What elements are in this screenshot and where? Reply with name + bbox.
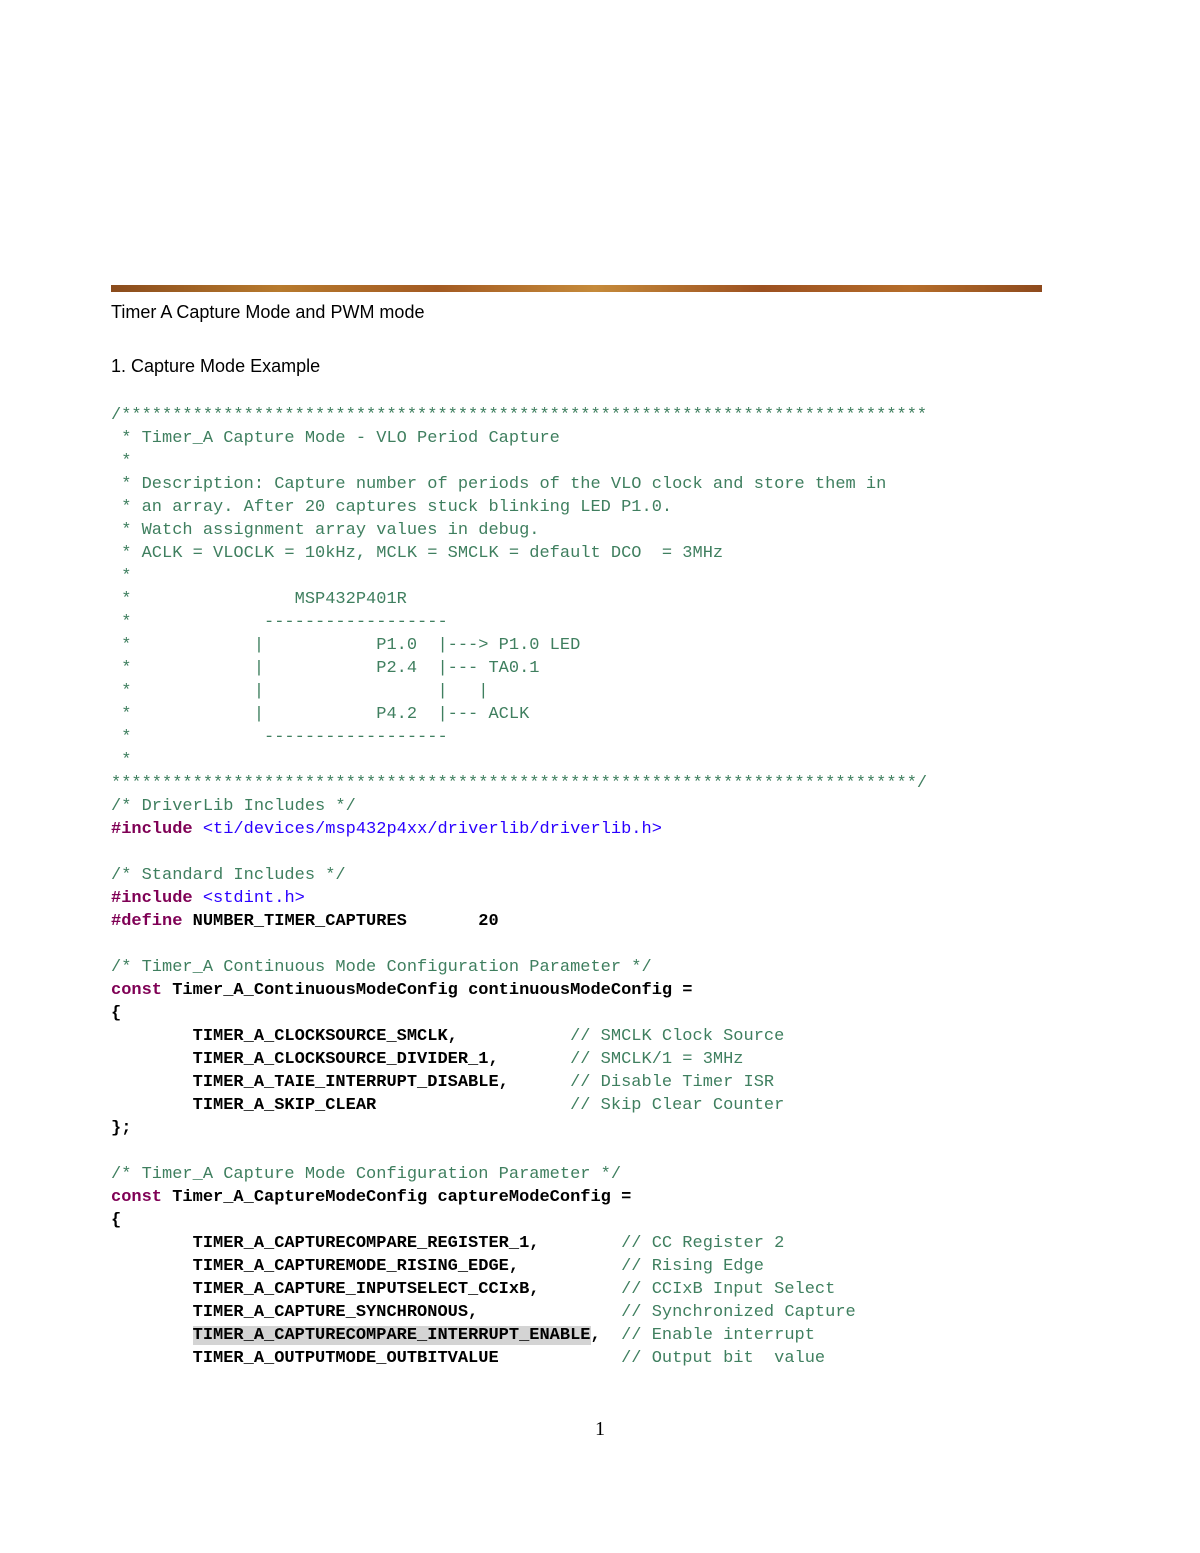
code-line: * ------------------ bbox=[111, 613, 448, 632]
code-line: TIMER_A_CLOCKSOURCE_DIVIDER_1, // SMCLK/1 = 3MHz bbox=[111, 1050, 744, 1069]
code-line: * an array. After 20 captures stuck blinking LED P1.0. bbox=[111, 498, 673, 517]
code-line: TIMER_A_CAPTURE_INPUTSELECT_CCIxB, // CCIxB Input Select bbox=[111, 1280, 836, 1299]
code-line: * Description: Capture number of periods of the VLO clock and store them in bbox=[111, 475, 887, 494]
code-listing bbox=[111, 404, 927, 1370]
code-line: #define NUMBER_TIMER_CAPTURES 20 bbox=[111, 912, 499, 931]
code-line: TIMER_A_SKIP_CLEAR // Skip Clear Counter bbox=[111, 1096, 785, 1115]
code-line: * bbox=[111, 452, 132, 471]
code-line: *******************************************************************************/ bbox=[111, 774, 928, 793]
code-line: * bbox=[111, 567, 132, 586]
code-line: TIMER_A_OUTPUTMODE_OUTBITVALUE // Output bit value bbox=[111, 1349, 826, 1368]
code-line: /* Timer_A Continuous Mode Configuration Parameter */ bbox=[111, 958, 652, 977]
code-line: }; bbox=[111, 1119, 132, 1138]
code-line: #include <ti/devices/msp432p4xx/driverlib/driverlib.h> bbox=[111, 820, 662, 839]
code-line: #include <stdint.h> bbox=[111, 889, 305, 908]
code-line: * | P4.2 |--- ACLK bbox=[111, 705, 530, 724]
code-line: * bbox=[111, 751, 132, 770]
code-line: const Timer_A_ContinuousModeConfig continuousModeConfig = bbox=[111, 981, 693, 1000]
page-number: 1 bbox=[595, 1418, 605, 1440]
code-line: * ACLK = VLOCLK = 10kHz, MCLK = SMCLK = default DCO = 3MHz bbox=[111, 544, 724, 563]
code-line: /* DriverLib Includes */ bbox=[111, 797, 356, 816]
code-line: * | P2.4 |--- TA0.1 bbox=[111, 659, 540, 678]
code-line: * MSP432P401R bbox=[111, 590, 407, 609]
code-line: TIMER_A_CAPTUREMODE_RISING_EDGE, // Rising Edge bbox=[111, 1257, 764, 1276]
code-line: TIMER_A_TAIE_INTERRUPT_DISABLE, // Disable Timer ISR bbox=[111, 1073, 775, 1092]
code-line: TIMER_A_CAPTURECOMPARE_REGISTER_1, // CC Register 2 bbox=[111, 1234, 785, 1253]
code-line: /* Standard Includes */ bbox=[111, 866, 346, 885]
code-line: * Watch assignment array values in debug. bbox=[111, 521, 540, 540]
document-title: Timer A Capture Mode and PWM mode bbox=[111, 302, 425, 322]
code-line: TIMER_A_CAPTURECOMPARE_INTERRUPT_ENABLE, // Enable interrupt bbox=[192, 1326, 815, 1345]
code-line: TIMER_A_CLOCKSOURCE_SMCLK, // SMCLK Clock Source bbox=[111, 1027, 785, 1046]
code-line: TIMER_A_CAPTURE_SYNCHRONOUS, // Synchronized Capture bbox=[111, 1303, 856, 1322]
code-line: * Timer_A Capture Mode - VLO Period Capture bbox=[111, 429, 560, 448]
header-decorative-rule bbox=[111, 285, 1042, 292]
code-line: /* Timer_A Capture Mode Configuration Parameter */ bbox=[111, 1165, 622, 1184]
code-line: const Timer_A_CaptureModeConfig captureModeConfig = bbox=[111, 1188, 632, 1207]
section-heading: 1. Capture Mode Example bbox=[111, 356, 321, 376]
code-line: /******************************************************************************* bbox=[111, 406, 928, 425]
code-line: { bbox=[111, 1211, 122, 1230]
code-line: * | | | bbox=[111, 682, 489, 701]
code-line: { bbox=[111, 1004, 122, 1023]
code-line: * | P1.0 |---> P1.0 LED bbox=[111, 636, 581, 655]
code-line: * ------------------ bbox=[111, 728, 448, 747]
